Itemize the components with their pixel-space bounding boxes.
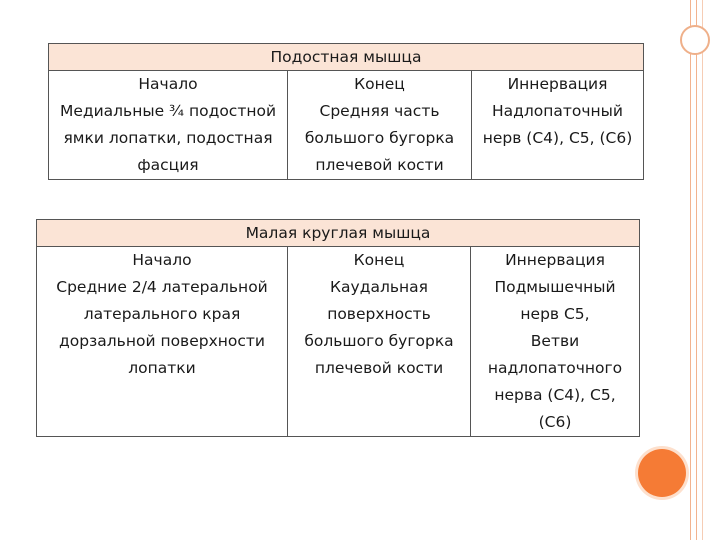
cell-line: Медиальные ¾ подостной: [59, 102, 277, 120]
header-origin: Начало: [37, 247, 288, 275]
origin-cell: [49, 98, 288, 180]
table-title-row: [49, 44, 644, 71]
decor-line-3: [702, 0, 703, 540]
cell-line: латерального края: [83, 305, 241, 323]
table-row: [49, 98, 644, 180]
cell-line: большого бугорка: [304, 129, 455, 147]
cell-line: ямки лопатки, подостная: [63, 129, 273, 147]
cell-line: Надлопаточный: [491, 102, 623, 120]
header-origin: Начало: [49, 71, 288, 99]
cell-line: нерва (С4), С5,: [494, 386, 616, 404]
insertion-cell: [288, 98, 472, 180]
cell-line: (С6): [538, 413, 572, 431]
header-row: [49, 71, 644, 99]
cell-line: лопатки: [128, 359, 196, 377]
cell-line: поверхность: [327, 305, 431, 323]
decor-circle-filled-icon: [638, 449, 686, 497]
cell-line: нерв (С4), С5, (С6): [482, 129, 633, 147]
header-insertion: Конец: [288, 71, 472, 99]
cell-line: дорзальной поверхности: [59, 332, 265, 350]
table-title: Подостная мышца: [49, 44, 644, 71]
decor-circle-outline-icon: [680, 25, 710, 55]
teres-minor-table: [36, 219, 640, 437]
decor-line-1: [690, 0, 691, 540]
infraspinatus-table: [48, 43, 644, 180]
header-insertion: Конец: [288, 247, 471, 275]
insertion-cell: [288, 274, 471, 437]
table-row: [37, 274, 640, 437]
table-title-row: [37, 220, 640, 247]
cell-line: Подмышечный: [494, 278, 616, 296]
decor-line-2: [696, 0, 697, 540]
innervation-cell: [472, 98, 644, 180]
header-innervation: Иннервация: [472, 71, 644, 99]
cell-line: плечевой кости: [314, 359, 444, 377]
cell-line: надлопаточного: [487, 359, 623, 377]
cell-line: большого бугорка: [304, 332, 454, 350]
cell-line: Каудальная: [330, 278, 428, 296]
cell-line: фасция: [137, 156, 199, 174]
cell-line: Средняя часть: [319, 102, 440, 120]
header-innervation: Иннервация: [471, 247, 640, 275]
cell-line: нерв С5,: [520, 305, 590, 323]
cell-line: Ветви: [530, 332, 580, 350]
header-row: [37, 247, 640, 275]
cell-line: плечевой кости: [315, 156, 444, 174]
cell-line: Средние 2/4 латеральной: [56, 278, 268, 296]
table-title: Малая круглая мышца: [37, 220, 640, 247]
origin-cell: [37, 274, 288, 437]
innervation-cell: [471, 274, 640, 437]
